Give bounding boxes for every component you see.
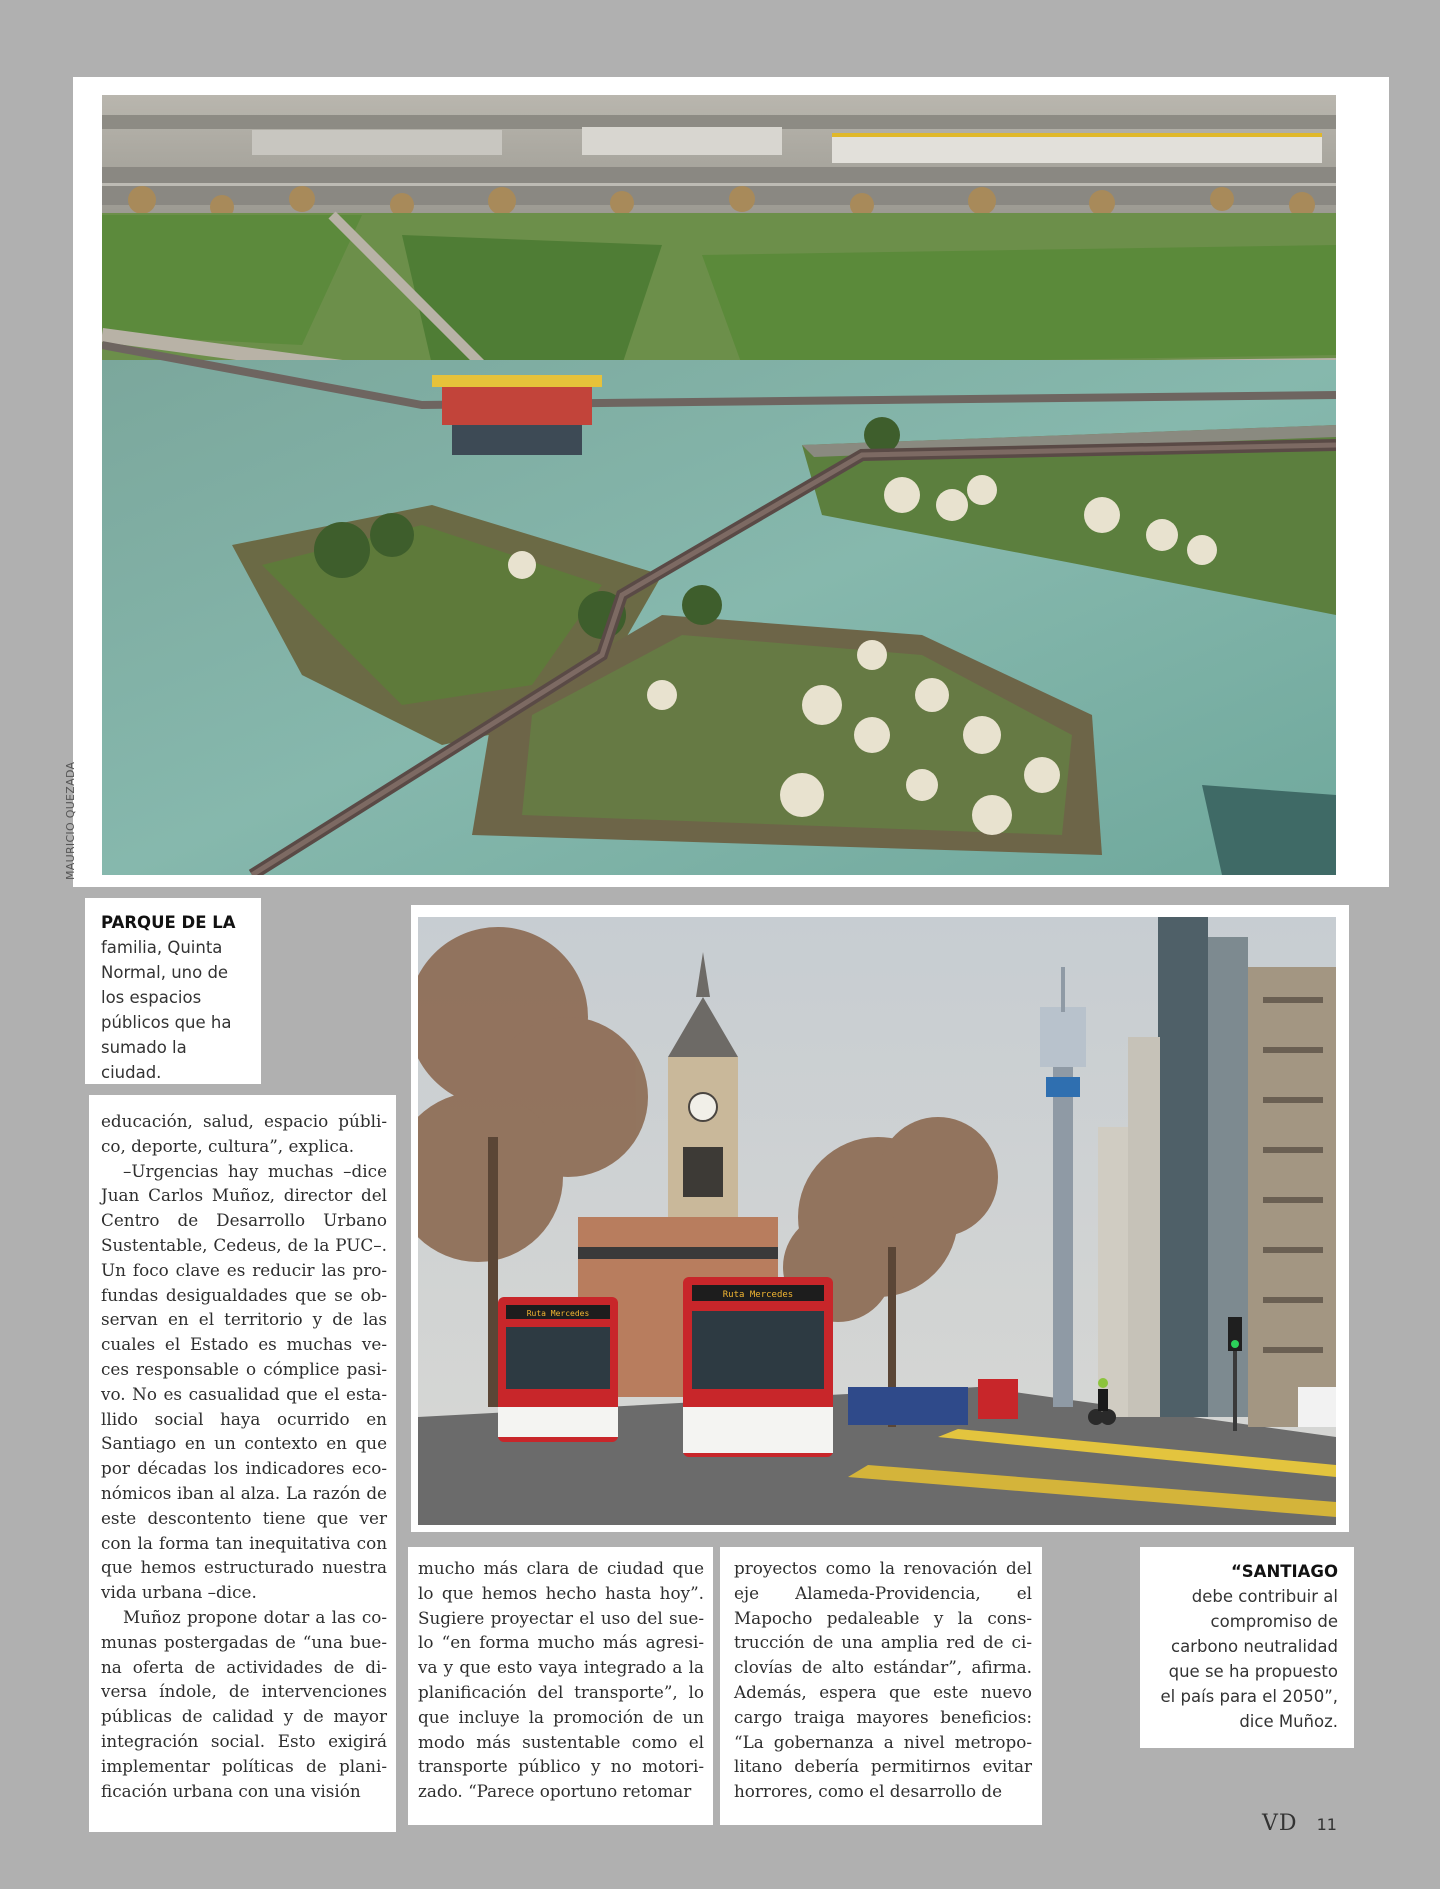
article-paragraph: Muñoz propone dotar a las co-munas postergadas de “una bue-na oferta de actividades de di-versa índole, de intervenciones públicas de calidad y de mayor integración social. Esto exigirá implementar políticas de plani-ficación urbana con una visión <box>101 1606 387 1801</box>
caption-quote-lead: “SANTIAGO <box>1230 1562 1338 1581</box>
article-column-3 <box>720 1547 1042 1825</box>
page-number: 11 <box>1316 1815 1337 1834</box>
caption-park-text: familia, Quinta Normal, uno de los espacios públicos que ha sumado la ciudad. <box>101 938 232 1082</box>
page-folio <box>1262 1811 1337 1836</box>
caption-park <box>85 898 261 1084</box>
article-paragraph: educación, salud, espacio públi-co, deporte, cultura”, explica. <box>101 1111 387 1156</box>
park-aerial-photo <box>102 95 1336 875</box>
street-photo <box>418 917 1336 1525</box>
caption-quote <box>1140 1547 1354 1748</box>
article-paragraph: mucho más clara de ciudad que lo que hemos hecho hasta hoy”. Sugiere proyectar el uso del sue-lo “en forma mucho más agresi-va y que esto vaya integrado a la planificación del transporte”, lo que incluye la promoción de un modo más sustentable como el transporte público y no motori-zado. “Parece oportuno retomar <box>418 1558 704 1802</box>
caption-park-lead: PARQUE DE LA <box>101 913 236 932</box>
photo-frame-park <box>73 77 1389 887</box>
photo-frame-street <box>411 905 1349 1532</box>
street-illustration <box>418 917 1336 1525</box>
article-paragraph: –Urgencias hay muchas –dice Juan Carlos Muñoz, director del Centro de Desarrollo Urbano Sustentable, Cedeus, de la PUC–. Un foco clave es reducir las pro-fundas desigualdades que se ob-servan en el territorio y de las cuales el Estado es muchas ve-ces responsable o cómplice pasi-vo. No es casualidad que el esta-llido social haya ocurrido en Santiago en un contexto en que por décadas los indicadores eco-nómicos iban al alza. La razón de este descontento tiene que ver con la forma tan inequitativa con que hemos estructurado nuestra vida urbana –dice. <box>101 1160 387 1603</box>
magazine-logo: VD <box>1262 1811 1298 1836</box>
bus-1-sign: Ruta Mercedes <box>526 1309 590 1318</box>
article-column-2 <box>408 1547 713 1825</box>
photo-credit: MAURICIO QUEZADA <box>64 761 77 880</box>
bus-2-sign: Ruta Mercedes <box>722 1290 794 1300</box>
caption-quote-text: debe contribuir al compromiso de carbono neutralidad que se ha propuesto el país para el 2050”, dice Muñoz. <box>1160 1587 1338 1731</box>
park-illustration <box>102 95 1336 875</box>
article-paragraph: proyectos como la renovación del eje Alameda-Providencia, el Mapocho pedaleable y la cons-trucción de una amplia red de ci-clovías de alto estándar”, afirma. Además, espera que este nuevo cargo traiga mayores beneficios: “La gobernanza a nivel metropo-litano debería permitirnos evitar horrores, como el desarrollo de <box>734 1558 1032 1802</box>
article-column-1 <box>89 1095 396 1832</box>
